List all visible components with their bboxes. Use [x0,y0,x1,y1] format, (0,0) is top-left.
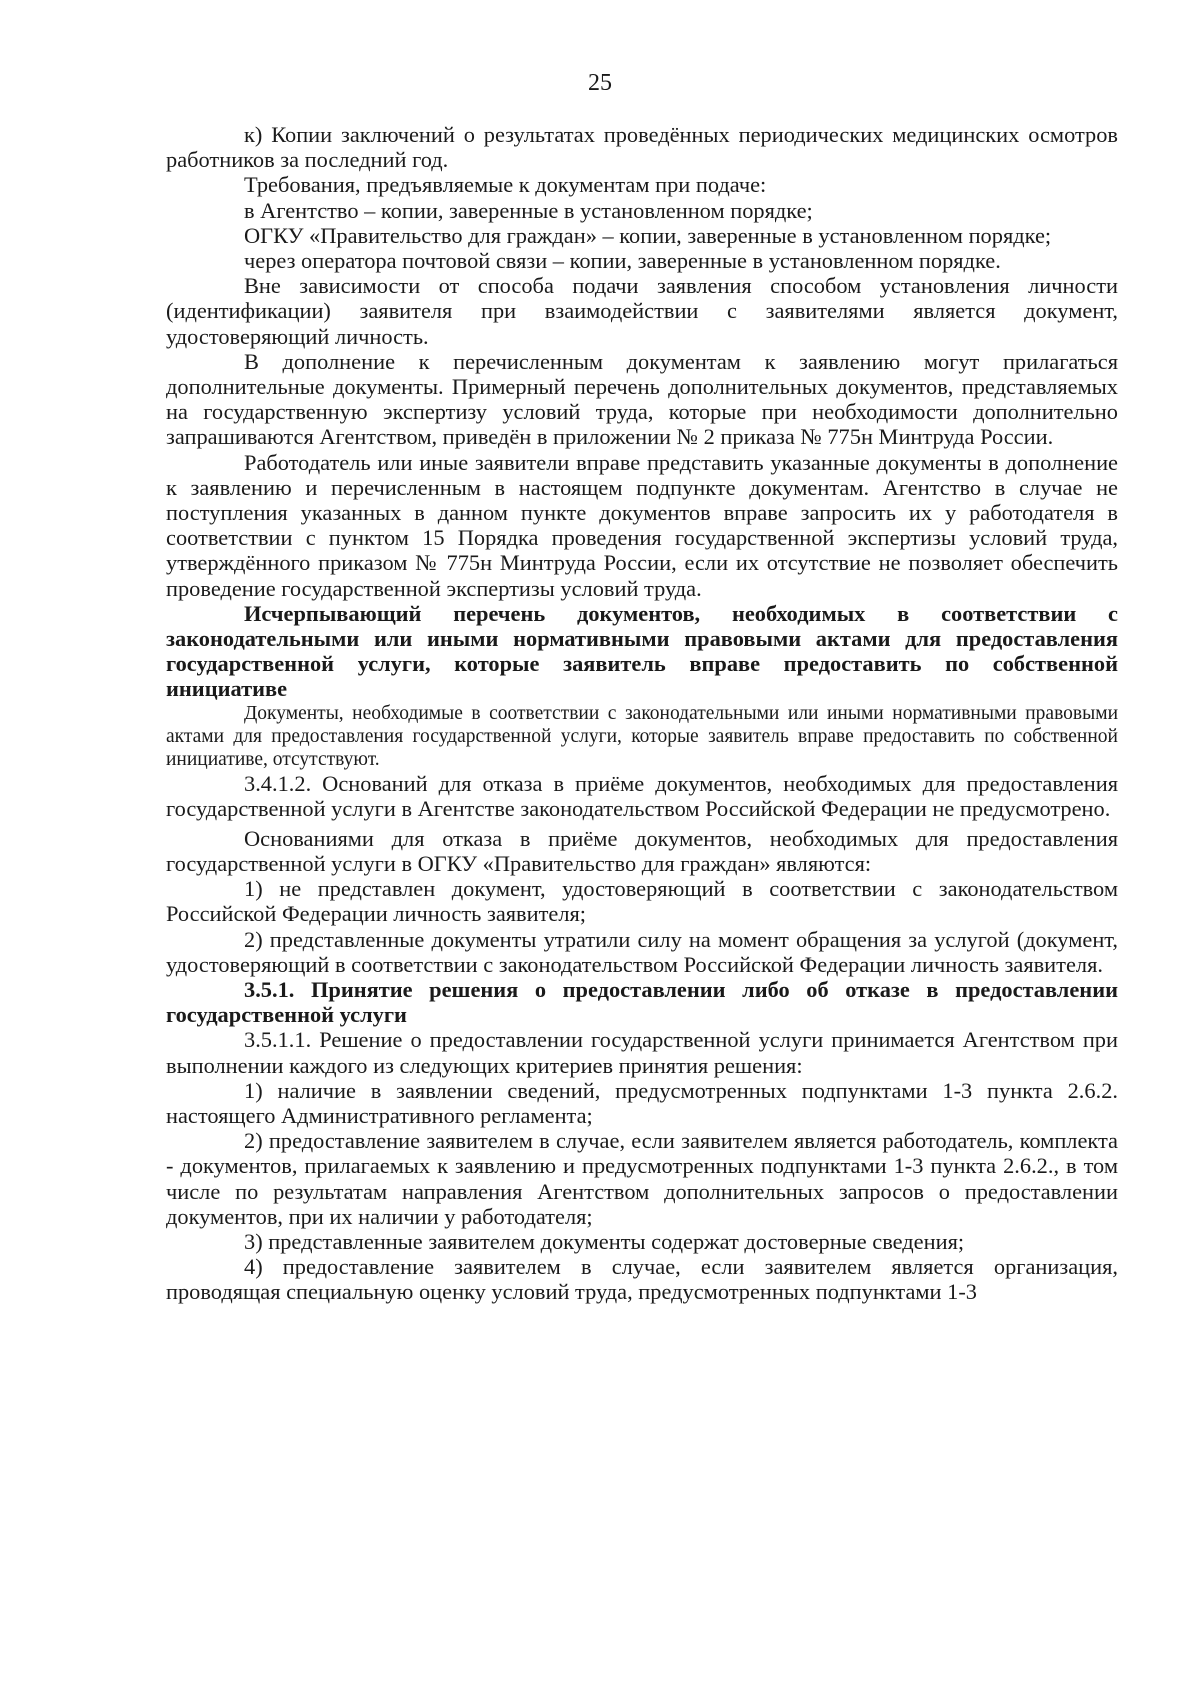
paragraph: Основаниями для отказа в приёме документов, необходимых для предоставления государственной услуги в ОГКУ «Правительство для граждан» являются: [166,825,1118,876]
paragraph: к) Копии заключений о результатах проведённых периодических медицинских осмотров работников за последний год. [166,122,1118,173]
list-item: 2) представленные документы утратили силу на момент обращения за услугой (документ, удостоверяющий в соответствии с законодательством Российской Федерации личность заявителя. [166,926,1118,977]
paragraph: Документы, необходимые в соответствии с законодательными или иными нормативными правовыми актами для предоставления государственной услуги, которые заявитель вправе предоставить по собственной инициативе, отсутствуют. [166,702,1118,771]
paragraph: Требования, предъявляемые к документам при подаче: [244,172,767,198]
list-item: 1) не представлен документ, удостоверяющий в соответствии с законодательством Российской Федерации личность заявителя; [166,876,1118,927]
paragraph: 3.4.1.2. Оснований для отказа в приёме документов, необходимых для предоставления государственной услуги в Агентстве законодательством Российской Федерации не предусмотрено. [166,771,1118,822]
section-heading: Исчерпывающий перечень документов, необходимых в соответствии с законодательными или иными нормативными правовыми актами для предоставления государственной услуги, которые заявитель вправе предоставить по собственной инициативе [166,600,1118,702]
paragraph: через оператора почтовой связи – копии, заверенные в установленном порядке. [244,248,1001,274]
section-heading: 3.5.1. Принятие решения о предоставлении либо об отказе в предоставлении государственной услуги [166,976,1118,1028]
paragraph: в Агентство – копии, заверенные в установленном порядке; [244,197,813,223]
page-number: 25 [588,70,612,96]
list-item: 1) наличие в заявлении сведений, предусмотренных подпунктами 1-3 пункта 2.6.2. настоящего Административного регламента; [166,1077,1118,1128]
paragraph: 3.5.1.1. Решение о предоставлении государственной услуги принимается Агентством при выполнении каждого из следующих критериев принятия решения: [166,1027,1118,1078]
list-item: 3) представленные заявителем документы содержат достоверные сведения; [244,1228,965,1254]
paragraph: В дополнение к перечисленным документам к заявлению могут прилагаться дополнительные документы. Примерный перечень дополнительных документов, представляемых на государственную экспертизу условий труда, которые при необходимости дополнительно запрашиваются Агентством, приведён в приложении № 2 приказа № 775н Минтруда России. [166,348,1118,450]
paragraph: Работодатель или иные заявители вправе представить указанные документы в дополнение к заявлению и перечисленным в настоящем подпункте документам. Агентство в случае не поступления указанных в данном пункте документов вправе запросить их у работодателя в соответствии с пунктом 15 Порядка проведения государственной экспертизы условий труда, утверждённого приказом № 775н Минтруда России, если их отсутствие не позволяет обеспечить проведение государственной экспертизы условий труда. [166,449,1118,601]
paragraph: ОГКУ «Правительство для граждан» – копии, заверенные в установленном порядке; [244,222,1052,248]
list-item: 4) предоставление заявителем в случае, если заявителем является организация, проводящая специальную оценку условий труда, предусмотренных подпунктами 1-3 [166,1254,1118,1305]
paragraph: Вне зависимости от способа подачи заявления способом установления личности (идентификации) заявителя при взаимодействии с заявителями является документ, удостоверяющий личность. [166,273,1118,349]
list-item: 2) предоставление заявителем в случае, если заявителем является работодатель, комплекта - документов, прилагаемых к заявлению и предусмотренных подпунктами 1-3 пункта 2.6.2., в том числе по результатам направления Агентством дополнительных запросов о предоставлении документов, при их наличии у работодателя; [166,1128,1118,1229]
document-body [166,122,1118,1305]
